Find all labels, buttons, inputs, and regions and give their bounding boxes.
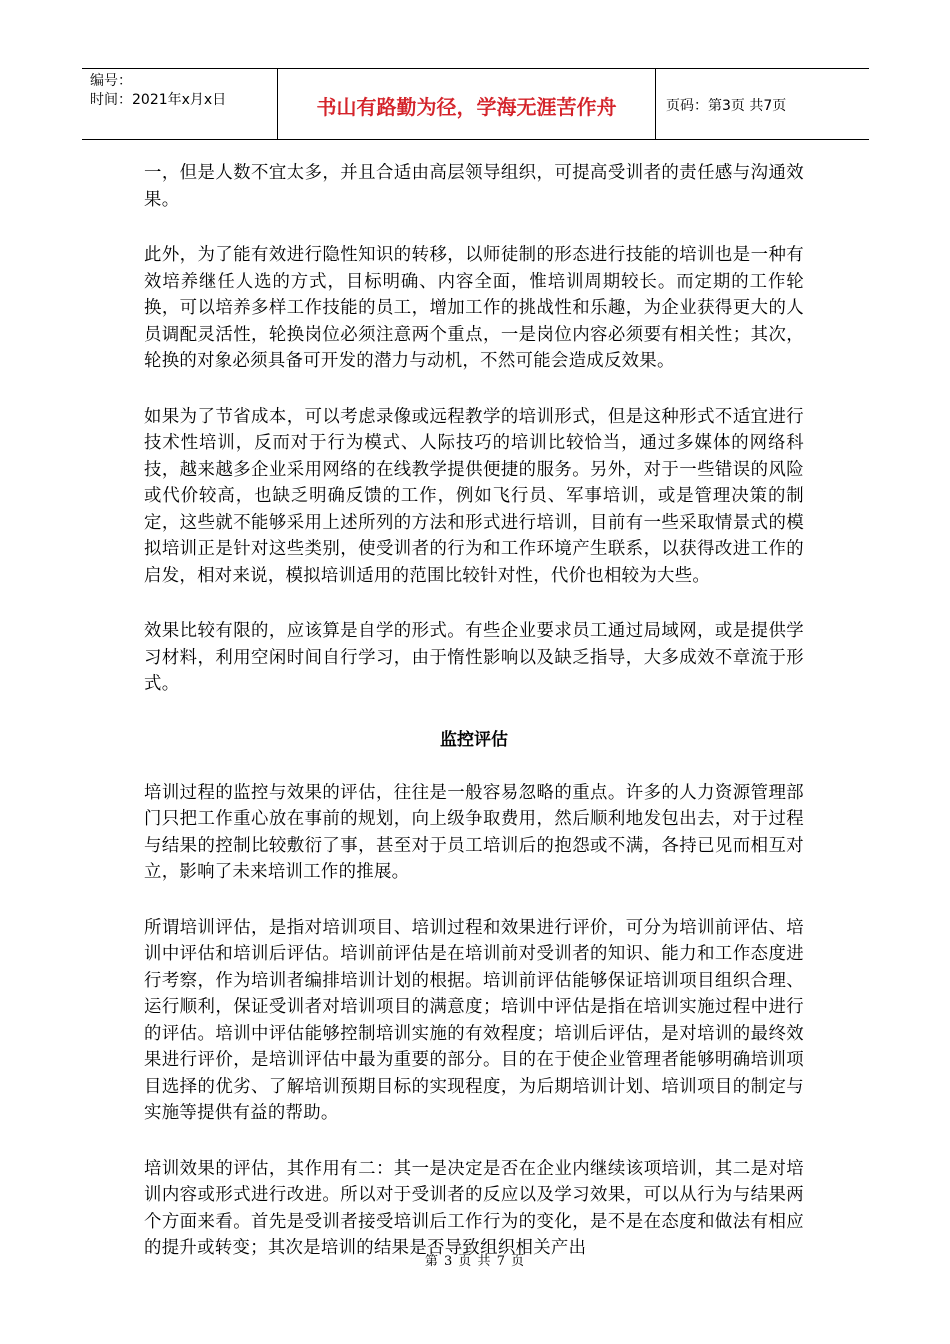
header-page-info: 页码：第3页 共7页 [666,98,787,114]
body-paragraph: 此外，为了能有效进行隐性知识的转移，以师徒制的形态进行技能的培训也是一种有效培养继任人选的方式，目标明确、内容全面，惟培训周期较长。而定期的工作轮换，可以培养多样工作技能的员工，增加工作的挑战性和乐趣，为企业获得更大的人员调配灵活性，轮换岗位必须注意两个重点，一是岗位内容必须要有相关性；其次，轮换的对象必须具备可开发的潜力与动机，不然可能会造成反效果。 [144,245,804,371]
body-paragraph: 一，但是人数不宜太多，并且合适由高层领导组织，可提高受训者的责任感与沟通效果。 [144,163,804,210]
section-paragraph: 所谓培训评估，是指对培训项目、培训过程和效果进行评价，可分为培训前评估、培训中评估和培训后评估。培训前评估是在培训前对受训者的知识、能力和工作态度进行考察，作为培训者编排培训计划的根据。培训前评估能够保证培训项目组织合理、运行顺利，保证受训者对培训项目的满意度；培训中评估是指在培训实施过程中进行的评估。培训中评估能够控制培训实施的有效程度；培训后评估，是对培训的最终效果进行评价，是培训评估中最为重要的部分。目的在于使企业管理者能够明确培训项目选择的优劣、了解培训预期目标的实现程度，为后期培训计划、培训项目的制定与实施等提供有益的帮助。 [144,917,804,1123]
section-heading: 监控评估 [440,729,508,750]
page-header [82,68,869,140]
body-paragraph: 如果为了节省成本，可以考虑录像或远程教学的培训形式，但是这种形式不适宜进行技术性培训，反而对于行为模式、人际技巧的培训比较恰当，通过多媒体的网络科技，越来越多企业采用网络的在线教学提供便捷的服务。另外，对于一些错误的风险或代价较高，也缺乏明确反馈的工作，例如飞行员、军事培训，或是管理决策的制定，这些就不能够采用上述所列的方法和形式进行培训，目前有一些采取情景式的模拟培训正是针对这些类别，使受训者的行为和工作环境产生联系，以获得改进工作的启发，相对来说，模拟培训适用的范围比较针对性，代价也相较为大些。 [144,406,804,586]
document-number-label: 编号： [90,73,132,89]
page-footer: 第 3 页 共 7 页 [424,1254,526,1269]
section-paragraph: 培训效果的评估，其作用有二：其一是决定是否在企业内继续该项培训，其二是对培训内容或形式进行改进。所以对于受训者的反应以及学习效果，可以从行为与结果两个方面来看。首先是受训者接受培训后工作行为的变化，是不是在态度和做法有相应的提升或转变；其次是培训的结果是否导致组织相关产出 [144,1158,804,1258]
document-time-label: 时间：2021年x月x日 [90,92,227,108]
header-motto: 书山有路勤为径，学海无涯苦作舟 [278,69,656,139]
body-paragraph: 效果比较有限的，应该算是自学的形式。有些企业要求员工通过局域网，或是提供学习材料，利用空闲时间自行学习，由于惰性影响以及缺乏指导，大多成效不章流于形式。 [144,621,804,694]
document-body [144,160,804,1291]
header-meta [82,69,278,139]
section-paragraph: 培训过程的监控与效果的评估，往往是一般容易忽略的重点。许多的人力资源管理部门只把工作重心放在事前的规划，向上级争取费用，然后顺利地发包出去，对于过程与结果的控制比较敷衍了事，甚至对于员工培训后的抱怨或不满，各持已见而相互对立，影响了未来培训工作的推展。 [144,782,804,882]
